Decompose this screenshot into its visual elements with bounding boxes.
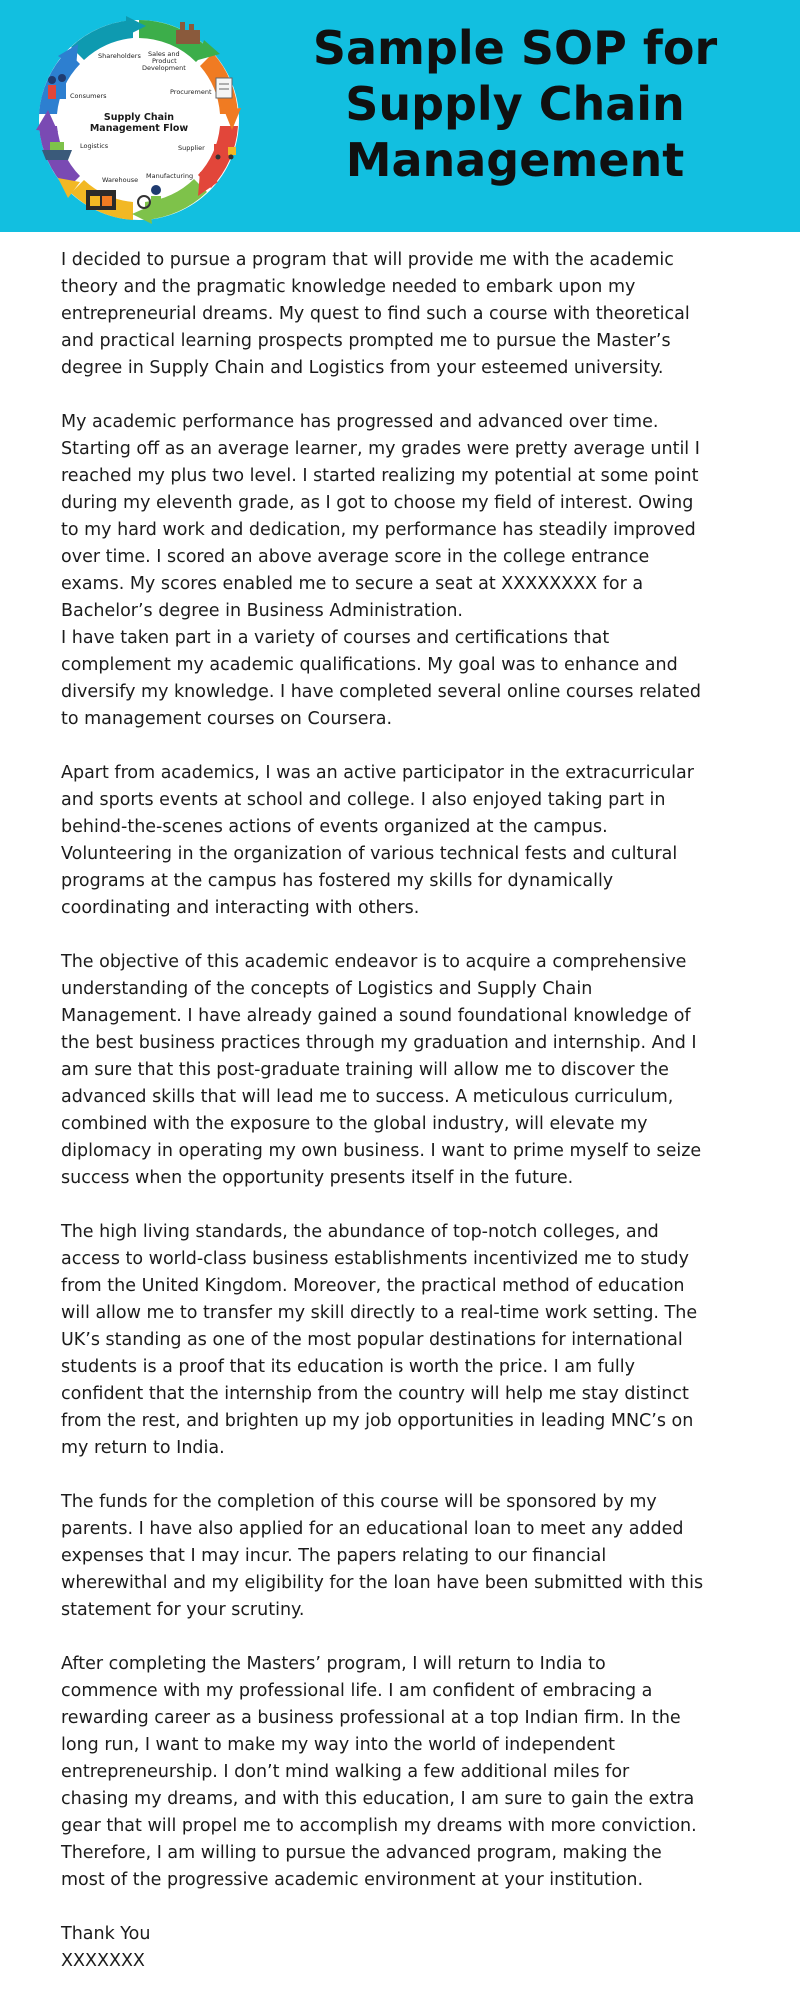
paragraph-line: The high living standards, the abundance of top-notch colleges, and (61, 1222, 659, 1242)
label-warehouse: Warehouse (102, 176, 139, 184)
paragraph-line: degree in Supply Chain and Logistics from your esteemed university. (61, 358, 664, 378)
page-title-line: Sample SOP for (312, 21, 718, 75)
paragraph-line: gear that will propel me to accomplish my dreams with more conviction. (61, 1816, 697, 1836)
paragraph-line: combined with the exposure to the global industry, will elevate my (61, 1114, 648, 1134)
paragraph-line: understanding of the concepts of Logistics and Supply Chain (61, 979, 593, 999)
body-paragraph (61, 1219, 761, 1462)
paragraph-line: Therefore, I am willing to pursue the advanced program, making the (61, 1843, 662, 1863)
paragraph-line: to my hard work and dedication, my performance has steadily improved (61, 520, 696, 540)
paragraph-line: behind-the-scenes actions of events organized at the campus. (61, 817, 608, 837)
paragraph-line: the best business practices through my graduation and internship. And I (61, 1033, 697, 1053)
body-paragraph (61, 949, 761, 1192)
paragraph-line: advanced skills that will lead me to success. A meticulous curriculum, (61, 1087, 674, 1107)
paragraph-line: confident that the internship from the country will help me stay distinct (61, 1384, 689, 1404)
paragraph-line: diversify my knowledge. I have completed several online courses related (61, 682, 701, 702)
paragraph-line: rewarding career as a business professional at a top Indian firm. In the (61, 1708, 681, 1728)
paragraph-line: to management courses on Coursera. (61, 709, 393, 729)
page-title-line: Management (345, 133, 685, 187)
label-manufacturing: Manufacturing (146, 172, 194, 180)
page-title (290, 20, 740, 188)
paragraph-line: statement for your scrutiny. (61, 1600, 305, 1620)
paragraph-line: Volunteering in the organization of various technical fests and cultural (61, 844, 678, 864)
label-procurement: Procurement (170, 88, 212, 96)
closing-text: Thank You (61, 1924, 151, 1944)
paragraph-line: during my eleventh grade, as I got to choose my field of interest. Owing (61, 493, 694, 513)
diagram-center-title-line2: Management Flow (89, 123, 189, 134)
body-paragraph (61, 625, 761, 733)
paragraph-line: most of the progressive academic environment at your institution. (61, 1870, 644, 1890)
paragraph-line: and practical learning prospects prompted me to pursue the Master’s (61, 331, 671, 351)
sop-body (61, 247, 761, 1975)
label-sales-line2: Product (152, 57, 177, 65)
paragraph-line: parents. I have also applied for an educational loan to meet any added (61, 1519, 684, 1539)
paragraph-line: long run, I want to make my way into the world of independent (61, 1735, 615, 1755)
warehouse-icon (86, 190, 116, 210)
paragraph-line: Starting off as an average learner, my grades were pretty average until I (61, 439, 700, 459)
paragraph-line: over time. I scored an above average score in the college entrance (61, 547, 650, 567)
paragraph-line: Bachelor’s degree in Business Administration. (61, 601, 463, 621)
paragraph-line: am sure that this post-graduate training will allow me to discover the (61, 1060, 669, 1080)
label-supplier: Supplier (178, 144, 205, 152)
paragraph-line: wherewithal and my eligibility for the loan have been submitted with this (61, 1573, 704, 1593)
header-banner (0, 0, 800, 232)
paragraph-line: I decided to pursue a program that will provide me with the academic (61, 250, 674, 270)
paragraph-line: The funds for the completion of this course will be sponsored by my (61, 1492, 657, 1512)
paragraph-line: from the United Kingdom. Moreover, the practical method of education (61, 1276, 685, 1296)
paragraph-line: diplomacy in operating my own business. I want to prime myself to seize (61, 1141, 702, 1161)
body-paragraph (61, 1489, 761, 1624)
paragraph-line: programs at the campus has fostered my skills for dynamically (61, 871, 614, 891)
paragraph-line: entrepreneurial dreams. My quest to find such a course with theoretical (61, 304, 690, 324)
label-logistics: Logistics (80, 142, 109, 150)
paragraph-line: from the rest, and brighten up my job opportunities in leading MNC’s on (61, 1411, 694, 1431)
label-sales-line1: Sales and (148, 50, 180, 58)
paragraph-line: exams. My scores enabled me to secure a seat at XXXXXXXX for a (61, 574, 644, 594)
label-sales-line3: Development (142, 64, 186, 72)
supply-chain-diagram (28, 10, 250, 226)
paragraph-line: I have taken part in a variety of courses and certifications that (61, 628, 610, 648)
body-paragraph (61, 247, 761, 382)
paragraph-line: students is a proof that its education is worth the price. I am fully (61, 1357, 635, 1377)
factory-icon (176, 22, 200, 44)
page-title-line: Supply Chain (345, 77, 685, 131)
closing-block (61, 1921, 761, 1975)
paragraph-line: reached my plus two level. I started realizing my potential at some point (61, 466, 699, 486)
diagram-center-title-line1: Supply Chain (103, 112, 175, 123)
paragraph-line: commence with my professional life. I am confident of embracing a (61, 1681, 653, 1701)
clipboard-icon (216, 78, 232, 98)
paragraph-line: Apart from academics, I was an active participator in the extracurricular (61, 763, 694, 783)
paragraph-line: chasing my dreams, and with this education, I am sure to gain the extra (61, 1789, 695, 1809)
paragraph-line: expenses that I may incur. The papers relating to our financial (61, 1546, 607, 1566)
paragraph-line: coordinating and interacting with others. (61, 898, 420, 918)
body-paragraph (61, 409, 761, 625)
body-paragraph (61, 760, 761, 922)
paragraph-line: My academic performance has progressed and advanced over time. (61, 412, 659, 432)
paragraph-line: will allow me to transfer my skill directly to a real-time work setting. The (61, 1303, 698, 1323)
paragraph-line: After completing the Masters’ program, I will return to India to (61, 1654, 606, 1674)
paragraph-line: and sports events at school and college. I also enjoyed taking part in (61, 790, 666, 810)
signature: XXXXXXX (61, 1951, 145, 1971)
label-consumers: Consumers (70, 92, 107, 100)
paragraph-line: Management. I have already gained a sound foundational knowledge of (61, 1006, 691, 1026)
supply-chain-diagram-graphic (28, 10, 250, 226)
label-shareholders: Shareholders (98, 52, 141, 60)
paragraph-line: theory and the pragmatic knowledge needed to embark upon my (61, 277, 636, 297)
paragraph-line: complement my academic qualifications. My goal was to enhance and (61, 655, 678, 675)
paragraph-line: entrepreneurship. I don’t mind walking a few additional miles for (61, 1762, 630, 1782)
paragraph-line: success when the opportunity presents itself in the future. (61, 1168, 574, 1188)
paragraph-line: UK’s standing as one of the most popular destinations for international (61, 1330, 683, 1350)
paragraph-line: access to world-class business establishments incentivized me to study (61, 1249, 690, 1269)
body-paragraph (61, 1651, 761, 1894)
paragraph-line: my return to India. (61, 1438, 225, 1458)
paragraph-line: The objective of this academic endeavor is to acquire a comprehensive (61, 952, 687, 972)
